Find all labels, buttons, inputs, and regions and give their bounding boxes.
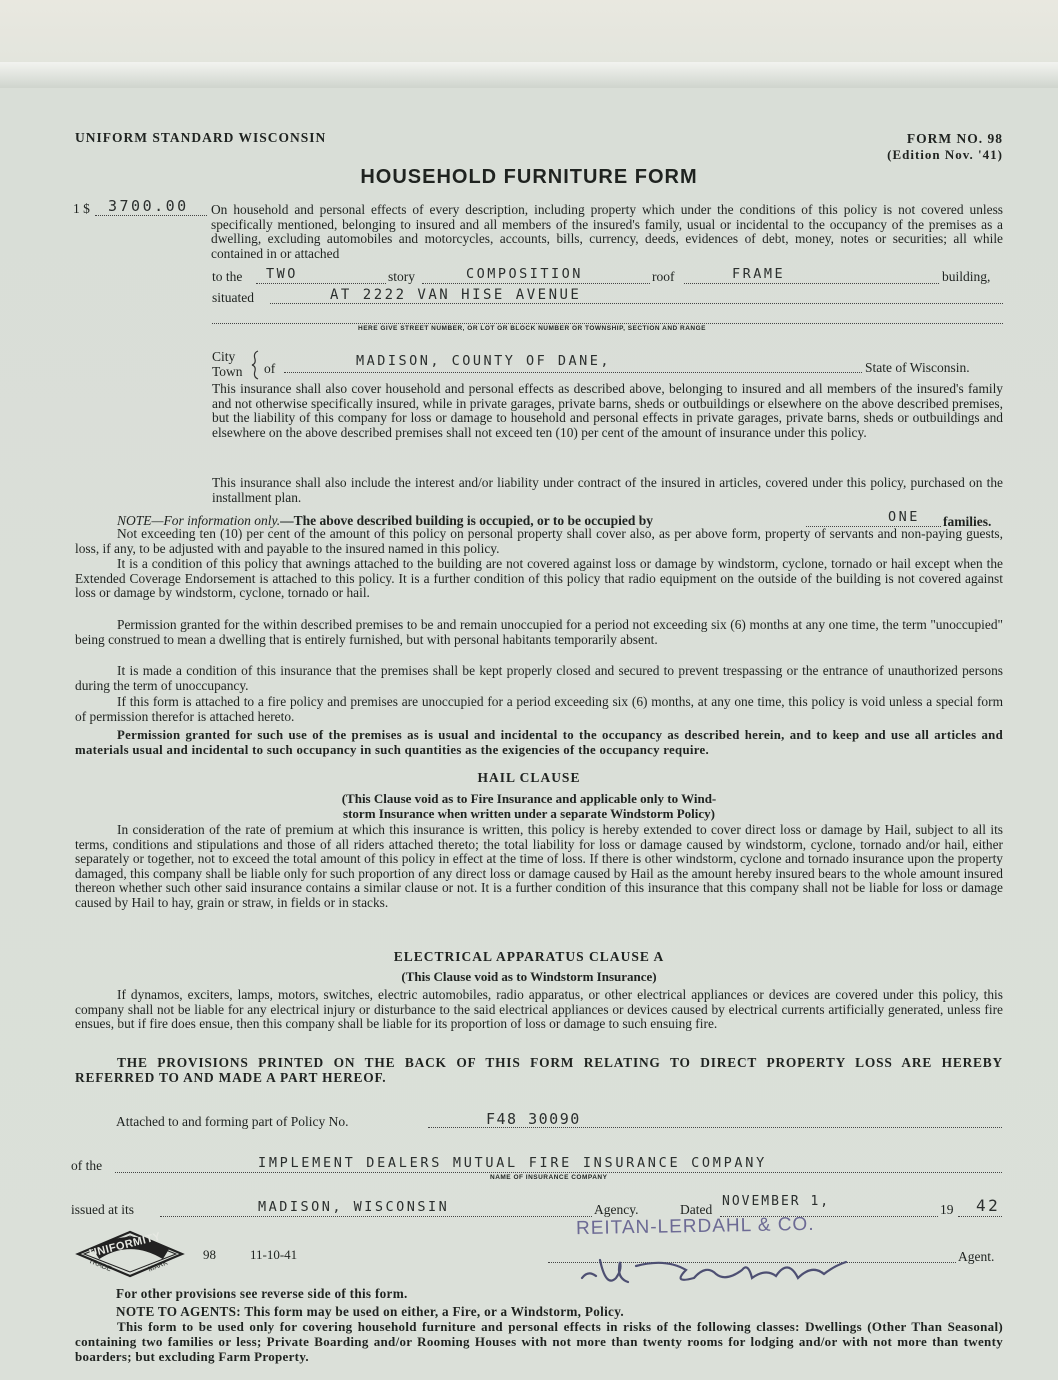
form-print-date: 11-10-41 [250, 1247, 298, 1262]
hail-body: In consideration of the rate of premium at which this insurance is written, this policy is hereby extended to cover direct loss or damage by Hail, subject to all its terms, conditions and stipulations and those of all riders attached thereto; the total liability for loss or damage caused by windstorm, cyclone, tornado and/or hail, either separately or together, not to exceed the total amount of this policy in effect at the time of loss. If there is other windstorm, cyclone and tornado insurance upon the property damaged, this company shall be liable only for such proportion of any direct loss or damage caused by Hail as the amount hereby insured bears to the whole amount insured thereon whether such other said insurance contains a similar clause or not. It is a further condition of this insurance that this company shall not be liable for loss or damage caused by Hail to hay, grain or straw, in fields or in stacks. [75, 822, 1003, 910]
paper-fold [0, 62, 1058, 88]
roof-label: roof [652, 269, 675, 284]
coverage-description: On household and personal effects of every description, including property which under the conditions of this policy is not covered unless specifically mentioned, belonging to insured and all members of the insured's family, usual or incidental to the occupancy of the premises as a dwelling, excluding automobiles and motorcycles, accounts, bills, currency, deeds, evidences of debt, money, notes or securities; all while contained in or attached [211, 202, 1003, 261]
form-number: FORM NO. 98 [906, 131, 1003, 146]
agents-note-label: NOTE TO AGENTS: [116, 1304, 241, 1319]
form-standard-heading: UNIFORM STANDARD WISCONSIN [75, 130, 327, 145]
of-the-label: of the [71, 1158, 103, 1173]
stories-value: TWO [266, 266, 298, 282]
address-value: AT 2222 VAN HISE AVENUE [330, 287, 582, 303]
unoccupied-paragraph: Permission granted for the within described premises to be and remain unoccupied for a period not exceeding six (6) months at any one time, the term "unoccupied" being construed to mean a dwelling that is entirely furnished, but with personal habitants temporarily absent. [75, 617, 1003, 647]
currency-sign: $ [83, 201, 90, 216]
town-label: Town [212, 364, 243, 379]
date-value: NOVEMBER 1, [722, 1194, 831, 1209]
awnings-paragraph: It is a condition of this policy that awnings attached to the building are not covered against loss or damage by windstorm, cyclone, tornado or hail except when the Extended Coverage Endorsement is attached to this policy. It is a further condition of this policy that radio equipment on the outside of the building is not covered against loss or damage by windstorm, cyclone, tornado or hail. [75, 556, 1003, 601]
servants-paragraph: Not exceeding ten (10) per cent of the amount of this policy on personal property shall cover also, as per above form, property of servants and non-paying guests, loss, if any, to be adjusted with and payable to the insured named in this policy. [75, 526, 1003, 556]
year-prefix: 19 [940, 1202, 954, 1217]
address-caption: HERE GIVE STREET NUMBER, OR LOT OR BLOCK NUMBER OR TOWNSHIP, SECTION AND RANGE [358, 325, 707, 332]
policy-number: F48 30090 [486, 1110, 581, 1128]
permission-paragraph: Permission granted for such use of the premises as is usual and incidental to the occupancy as described herein, and to keep and use all articles and materials usual and incidental to such occupancy in such quantities as the exigencies of the occupancy require. [75, 728, 1003, 757]
families-value: ONE [888, 509, 920, 525]
agent-label: Agent. [958, 1249, 995, 1264]
hail-heading: HAIL CLAUSE [477, 770, 581, 785]
form-edition: (Edition Nov. '41) [887, 147, 1003, 162]
logo-mark: MARK [147, 1259, 169, 1274]
year-value: 42 [976, 1196, 1001, 1215]
agent-stamp: REITAN-LERDAHL & CO. [575, 1213, 815, 1240]
brace-icon [250, 350, 262, 380]
company-name: IMPLEMENT DEALERS MUTUAL FIRE INSURANCE COMPANY [258, 1155, 767, 1171]
installment-paragraph: This insurance shall also include the interest and/or liability under contract of the insured in articles, covered under this policy, purchased on the installment plan. [212, 475, 1003, 505]
usage-restriction: This form to be used only for covering household furniture and personal effects in risks of the following classes: Dwellings (Other Than Seasonal) containing two families or less; Private Boarding and/or Rooming Houses with not more than twenty rooms for lodging and/or with not more than twenty boarders; but excluding Farm Property. [75, 1319, 1003, 1364]
closed-paragraph: It is made a condition of this insurance that the premises shall be kept properly closed and secured to prevent trespassing or the entrance of unauthorized persons during the term of unoccupancy. [75, 663, 1003, 693]
electrical-subheading: (This Clause void as to Windstorm Insurance) [401, 969, 657, 984]
of-label: of [264, 361, 276, 376]
state-label: State of Wisconsin. [865, 360, 970, 375]
story-label: story [388, 269, 415, 284]
dated-label: Dated [680, 1202, 713, 1217]
hail-subheading-2: storm Insurance when written under a separate Windstorm Policy) [343, 806, 715, 821]
agent-signature-icon [576, 1248, 866, 1292]
families-label: families. [943, 514, 992, 529]
city-label: City [212, 349, 236, 364]
agents-note-text: This form may be used on either, a Fire, or a Windstorm, Policy. [244, 1304, 624, 1319]
roof-material-value: COMPOSITION [466, 266, 583, 282]
building-label: building, [942, 269, 991, 284]
hail-subheading-1: (This Clause void as to Fire Insurance and applicable only to Wind- [341, 791, 717, 806]
void-paragraph: If this form is attached to a fire policy and premises are unoccupied for a period exceeding six (6) months, at any one time, this policy is void unless a special form of permission therefor is attached hereto. [75, 694, 1003, 724]
logo-trade: TRADE [87, 1257, 113, 1274]
garages-paragraph: This insurance shall also cover household and personal effects as described above, belonging to insured and all members of the insured's family and not otherwise specifically insured, while in private garages, private barns, sheds or outbuildings or elsewhere on the above described premises, but the liability of this company for loss or damage to household and personal effects in private garages, private barns, sheds or outbuildings and elsewhere on the above described premises shall not exceed ten (10) per cent of the amount of insurance under this policy. [212, 381, 1003, 440]
logo-text: UNIFORMITY [88, 1230, 163, 1260]
situated-label: situated [212, 290, 254, 305]
building-material-value: FRAME [732, 266, 786, 282]
form-code: 98 [203, 1247, 216, 1262]
occupancy-note: —The above described building is occupied, or to be occupied by [280, 513, 654, 528]
note-label: NOTE—For information only. [117, 513, 281, 528]
electrical-body: If dynamos, exciters, lamps, motors, switches, electric automobiles, radio apparatus, or other electrical appliances or devices are covered under this policy, this company shall not be liable for any electrical injury or disturbance to the said electrical appliances or devices caused by electrical currents artificially generated, unless fire ensues, but if fire does ensue, then this company shall be liable for its proportion of loss or damage to such ensuing fire. [75, 987, 1003, 1032]
agency-label: Agency. [594, 1202, 639, 1217]
city-value: MADISON, COUNTY OF DANE, [356, 353, 612, 369]
other-provisions-note: For other provisions see reverse side of this form. [116, 1286, 408, 1301]
electrical-heading: ELECTRICAL APPARATUS CLAUSE A [393, 949, 665, 964]
insured-amount: 3700.00 [108, 197, 189, 215]
issued-label: issued at its [71, 1202, 134, 1217]
page-title: HOUSEHOLD FURNITURE FORM [360, 166, 698, 188]
provisions-statement: THE PROVISIONS PRINTED ON THE BACK OF THIS FORM RELATING TO DIRECT PROPERTY LOSS ARE HEREBY REFERRED TO AND MADE A PART HEREOF. [75, 1055, 1003, 1085]
company-caption: NAME OF INSURANCE COMPANY [490, 1174, 608, 1181]
to-the-label: to the [212, 269, 243, 284]
attached-label: Attached to and forming part of Policy No. [116, 1114, 349, 1129]
item-number: 1 [73, 201, 80, 216]
agency-value: MADISON, WISCONSIN [258, 1199, 450, 1215]
